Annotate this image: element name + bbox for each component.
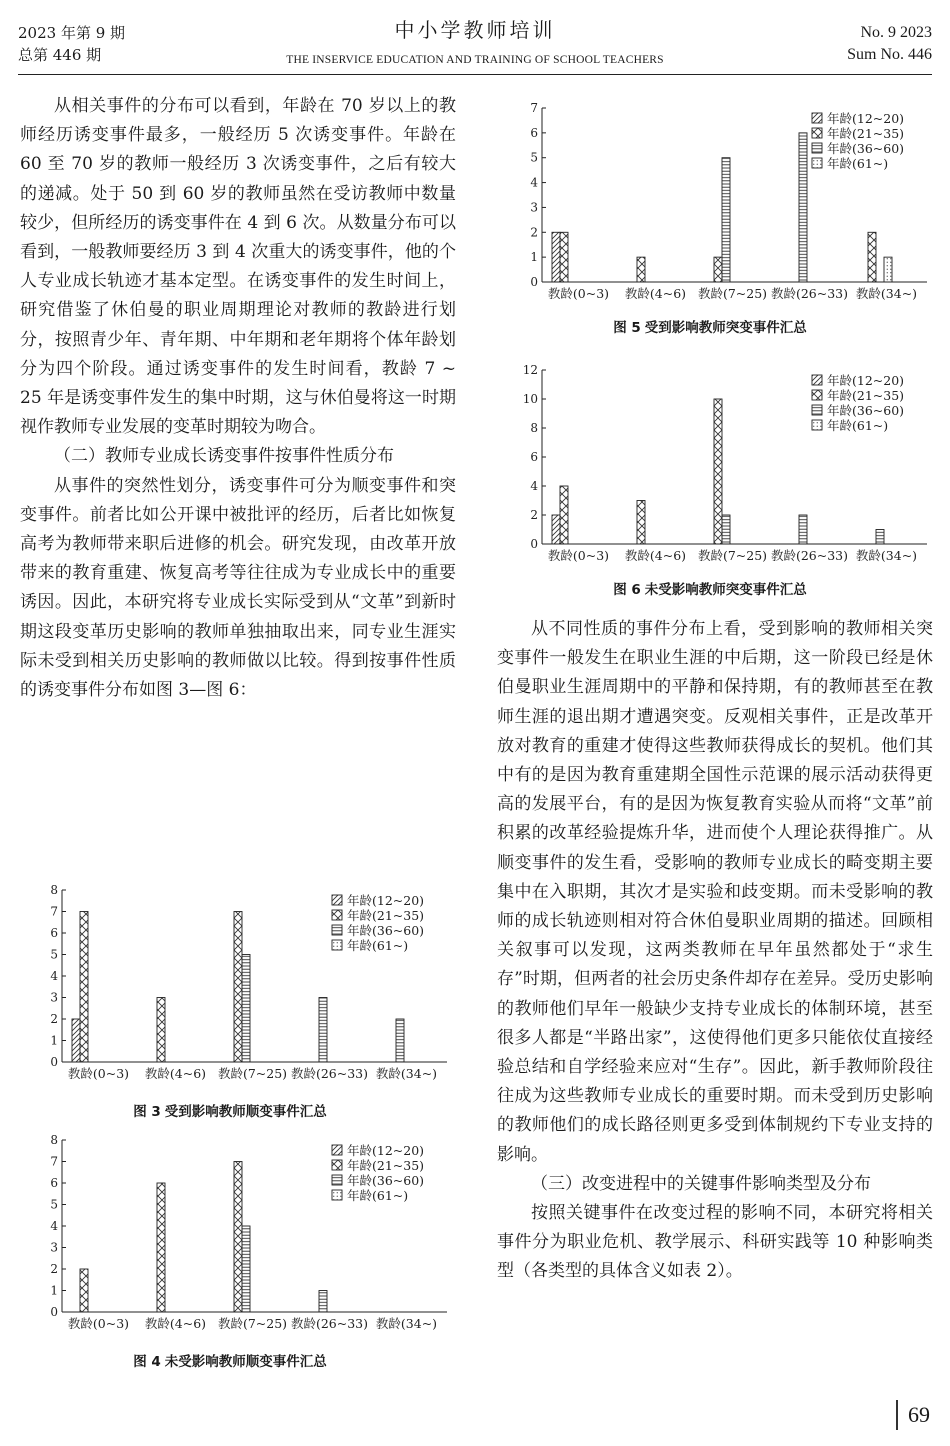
legend-swatch xyxy=(332,1190,342,1200)
figure-6-chart xyxy=(490,358,930,570)
bar xyxy=(884,257,892,282)
y-tick-label: 0 xyxy=(50,1055,58,1069)
legend-label: 年龄(61~) xyxy=(347,1188,409,1203)
bar xyxy=(714,257,722,282)
bar xyxy=(722,158,730,282)
figure-4-chart xyxy=(10,1128,450,1338)
x-tick-label: 教龄(7~25) xyxy=(217,1316,288,1331)
y-tick-label: 7 xyxy=(50,904,58,919)
legend-swatch xyxy=(812,113,822,123)
legend-swatch xyxy=(812,158,822,168)
y-tick-label: 0 xyxy=(530,275,538,289)
figure-6-number: 图 6 xyxy=(613,582,641,598)
x-tick-label: 教龄(0~3) xyxy=(67,1066,130,1081)
bar xyxy=(714,399,722,544)
bar xyxy=(234,912,242,1063)
right-column-text xyxy=(497,615,933,1287)
issue-sum-no: Sum No. 446 xyxy=(847,46,932,63)
bar xyxy=(552,232,560,282)
y-tick-label: 4 xyxy=(50,1219,58,1233)
bar xyxy=(552,515,560,544)
y-tick-label: 5 xyxy=(50,1197,58,1212)
journal-subtitle: THE INSERVICE EDUCATION AND TRAINING OF SCHOOL TEACHERS xyxy=(286,54,664,66)
bar xyxy=(799,515,807,544)
legend-swatch xyxy=(332,940,342,950)
bar xyxy=(722,515,730,544)
x-tick-label: 教龄(26~33) xyxy=(290,1316,369,1331)
x-tick-label: 教龄(7~25) xyxy=(697,548,768,563)
y-tick-label: 4 xyxy=(50,969,58,983)
left-column-text xyxy=(20,92,456,705)
bar xyxy=(799,133,807,282)
paragraph: 从不同性质的事件分布上看，受到影响的教师相关突变事件一般发生在职业生涯的中后期，这一阶段已经是休伯曼职业生涯周期中的平静和保持期，有的教师甚至在教师生涯的退出期才遭遇突变。反观相关事件，正是改革开放对教育的重建才使得这些教师获得成长的契机。他们其中有的是因为教育重建期全国性示范课的展示活动获得更高的发展平台，有的是因为恢复教育实验从而将“文革”前积累的改革经验提炼升华，进而使个人理论获得推广。从顺变事件的发生看，受影响的教师专业成长的畸变期主要集中在入职期，其次才是实验和歧变期。而未受影响的教师的成长轨迹则相对符合休伯曼职业周期的描述。回顾相关叙事可以发现，这两类教师在早年虽然都处于“求生存”时期，但两者的社会历史条件却存在差异。受历史影响的教师他们早年一般缺少支持专业成长的体制环境，甚至很多人都是“半路出家”，这使得他们更多只能依仗直接经验总结和自学经验来应对“生存”。因此，新手教师阶段往往成为这些教师专业成长的重要时期。而未受到历史影响的教师他们的成长路径则更多受到体制规约下专业支持的影响。 xyxy=(497,619,933,1165)
y-tick-label: 6 xyxy=(530,125,538,140)
bar xyxy=(80,912,88,1063)
bar xyxy=(876,530,884,545)
issue-year-number: 2023 年第 9 期 xyxy=(18,24,126,42)
y-tick-label: 4 xyxy=(530,175,538,190)
legend-swatch xyxy=(812,375,822,385)
legend-swatch xyxy=(332,1175,342,1185)
bar xyxy=(234,1162,242,1313)
legend-label: 年龄(12~20) xyxy=(347,893,425,908)
y-tick-label: 5 xyxy=(530,150,538,165)
bar xyxy=(560,232,568,282)
legend-label: 年龄(12~20) xyxy=(827,111,905,126)
legend-label: 年龄(21~35) xyxy=(347,1158,425,1173)
y-tick-label: 12 xyxy=(522,363,538,377)
legend-swatch xyxy=(332,1145,342,1155)
legend-swatch xyxy=(332,910,342,920)
x-tick-label: 教龄(0~3) xyxy=(547,286,610,301)
y-tick-label: 4 xyxy=(530,479,538,493)
x-tick-label: 教龄(34~) xyxy=(375,1316,438,1331)
x-tick-label: 教龄(4~6) xyxy=(624,286,687,301)
legend-swatch xyxy=(812,128,822,138)
legend-label: 年龄(21~35) xyxy=(347,908,425,923)
legend-swatch xyxy=(812,420,822,430)
journal-header xyxy=(0,16,950,68)
x-tick-label: 教龄(34~) xyxy=(855,286,918,301)
y-tick-label: 7 xyxy=(530,101,538,115)
bar xyxy=(637,257,645,282)
y-tick-label: 8 xyxy=(50,1133,58,1147)
figure-4-title: 未受影响教师顺变事件汇总 xyxy=(164,1354,327,1370)
bar xyxy=(868,232,876,282)
y-tick-label: 2 xyxy=(530,508,538,522)
x-tick-label: 教龄(26~33) xyxy=(770,286,849,301)
figure-3-number: 图 3 xyxy=(133,1104,161,1120)
bar xyxy=(80,1269,88,1312)
legend-label: 年龄(36~60) xyxy=(827,141,905,156)
y-tick-label: 5 xyxy=(50,947,58,962)
y-tick-label: 0 xyxy=(50,1305,58,1319)
bar xyxy=(157,998,165,1063)
figure-6-title: 未受影响教师突变事件汇总 xyxy=(644,582,807,598)
legend-swatch xyxy=(332,925,342,935)
paragraph: 从事件的突然性划分，诱变事件可分为顺变事件和突变事件。前者比如公开课中被批评的经历，后者比如恢复高考为教师带来职后进修的机会。研究发现，由改革开放带来的教育重建、恢复高考等往往成为专业成长中的重要诱因。因此，本研究将专业成长实际受到从“文革”到新时期这段变革历史影响的教师单独抽取出来，同专业生涯实际未受到相关历史影响的教师做以比较。得到按事件性质的诱变事件分布如图 3—图 6： xyxy=(20,475,456,701)
y-tick-label: 6 xyxy=(50,1176,58,1190)
figure-5-number: 图 5 xyxy=(613,320,641,336)
figure-4-number: 图 4 xyxy=(133,1354,161,1370)
y-tick-label: 8 xyxy=(530,421,538,435)
x-tick-label: 教龄(7~25) xyxy=(697,286,768,301)
legend-label: 年龄(61~) xyxy=(347,938,409,953)
legend-label: 年龄(21~35) xyxy=(827,126,905,141)
figure-5-title: 受到影响教师突变事件汇总 xyxy=(644,320,807,336)
figure-5-caption xyxy=(490,316,930,336)
x-tick-label: 教龄(4~6) xyxy=(144,1066,207,1081)
section-heading: （三）改变进程中的关键事件影响类型及分布 xyxy=(531,1173,871,1194)
bar xyxy=(157,1183,165,1312)
y-tick-label: 7 xyxy=(50,1154,58,1169)
y-tick-label: 3 xyxy=(50,1240,58,1255)
x-tick-label: 教龄(7~25) xyxy=(217,1066,288,1081)
paragraph: 按照关键事件在改变过程的影响不同，本研究将相关事件分为职业危机、教学展示、科研实践等 10 种影响类型（各类型的具体含义如表 2）。 xyxy=(497,1203,933,1282)
legend-label: 年龄(61~) xyxy=(827,418,889,433)
y-tick-label: 2 xyxy=(50,1262,58,1276)
bar xyxy=(319,1291,327,1313)
legend-label: 年龄(21~35) xyxy=(827,388,905,403)
figure-4-caption xyxy=(10,1350,450,1370)
legend-swatch xyxy=(812,390,822,400)
y-tick-label: 0 xyxy=(530,537,538,551)
bar xyxy=(560,486,568,544)
journal-title: 中小学教师培训 xyxy=(394,18,556,42)
header-rule xyxy=(18,74,932,75)
bar xyxy=(637,501,645,545)
section-heading: （二）教师专业成长诱变事件按事件性质分布 xyxy=(54,446,394,467)
x-tick-label: 教龄(4~6) xyxy=(624,548,687,563)
issue-no-year: No. 9 2023 xyxy=(860,24,932,41)
figure-5 xyxy=(490,96,930,341)
y-tick-label: 1 xyxy=(50,1033,58,1048)
figure-4 xyxy=(10,1128,450,1378)
y-tick-label: 2 xyxy=(530,225,538,240)
bar xyxy=(242,1226,250,1312)
legend-label: 年龄(36~60) xyxy=(347,1173,425,1188)
legend-swatch xyxy=(332,895,342,905)
legend-swatch xyxy=(812,405,822,415)
y-tick-label: 6 xyxy=(50,926,58,940)
paragraph: 从相关事件的分布可以看到，年龄在 70 岁以上的教师经历诱变事件最多，一般经历 5 次诱变事件。年龄在 60 至 70 岁的教师一般经历 3 次诱变事件，之后有较大的递减。处于 50 到 60 岁的教师虽然在受访教师中数量较少，但所经历的诱变事件在 4 到 6 次。从数量分布可以看到，一般教师要经历 3 到 4 次重大的诱变事件，他的个人专业成长轨迹才基本定型。在诱变事件的发生时间上，研究借鉴了休伯曼的职业周期理论对教师的教龄进行划分，按照青少年、青年期、中年期和老年期将个体年龄划分为四个阶段。通过诱变事件的发生时间看，教龄 7 ~ 25 年是诱变事件发生的集中时期，这与休伯曼将这一时期视作教师专业发展的变革时期较为吻合。 xyxy=(20,96,456,438)
bar xyxy=(319,998,327,1063)
x-tick-label: 教龄(34~) xyxy=(855,548,918,563)
page-number: 69 xyxy=(896,1400,930,1430)
y-tick-label: 8 xyxy=(50,883,58,897)
issue-total-number: 总第 446 期 xyxy=(18,46,102,64)
legend-label: 年龄(12~20) xyxy=(827,373,905,388)
legend-label: 年龄(61~) xyxy=(827,156,889,171)
figure-6-caption xyxy=(490,578,930,598)
x-tick-label: 教龄(0~3) xyxy=(547,548,610,563)
legend-label: 年龄(12~20) xyxy=(347,1143,425,1158)
bar xyxy=(72,1019,80,1062)
y-tick-label: 1 xyxy=(50,1283,58,1298)
legend-swatch xyxy=(332,1160,342,1170)
issue-info-right xyxy=(847,22,932,66)
y-tick-label: 1 xyxy=(530,250,538,265)
y-tick-label: 10 xyxy=(522,392,538,406)
x-tick-label: 教龄(34~) xyxy=(375,1066,438,1081)
figure-3-chart xyxy=(10,878,450,1088)
x-tick-label: 教龄(26~33) xyxy=(290,1066,369,1081)
bar xyxy=(242,955,250,1063)
y-tick-label: 2 xyxy=(50,1012,58,1026)
x-tick-label: 教龄(26~33) xyxy=(770,548,849,563)
y-tick-label: 3 xyxy=(50,990,58,1005)
x-tick-label: 教龄(4~6) xyxy=(144,1316,207,1331)
legend-label: 年龄(36~60) xyxy=(347,923,425,938)
figure-3-caption xyxy=(10,1100,450,1120)
figure-6 xyxy=(490,358,930,603)
figure-3-title: 受到影响教师顺变事件汇总 xyxy=(164,1104,327,1120)
legend-label: 年龄(36~60) xyxy=(827,403,905,418)
x-tick-label: 教龄(0~3) xyxy=(67,1316,130,1331)
figure-3 xyxy=(10,878,450,1128)
figure-5-chart xyxy=(490,96,930,308)
y-tick-label: 3 xyxy=(530,200,538,215)
y-tick-label: 6 xyxy=(530,450,538,464)
bar xyxy=(396,1019,404,1062)
legend-swatch xyxy=(812,143,822,153)
